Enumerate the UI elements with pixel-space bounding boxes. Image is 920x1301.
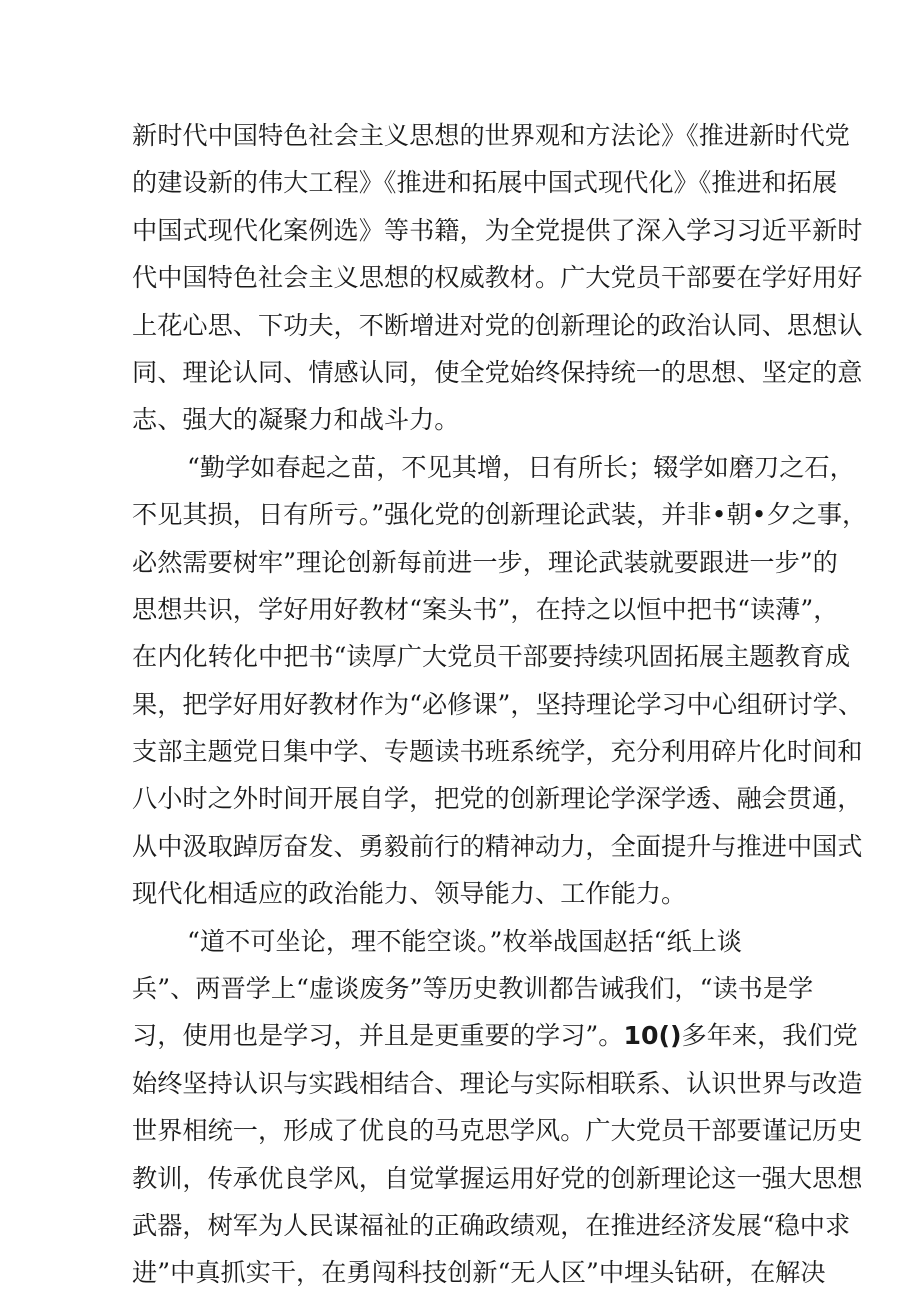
text-line-with-number [132,1012,858,1059]
text-line: 必然需要树牢”理论创新每前进一步，理论武装就要跟进一步”的 [132,547,838,577]
text-line: 从中汲取踔厉奋发、勇毅前行的精神动力，全面提升与推进中国式 [132,831,863,861]
text-line: 武器，树军为人民谋福祉的正确政绩观，在推进经济发展“稳中求 [132,1210,851,1240]
text-line: 代中国特色社会主义思想的权威教材。广大党员干部要在学好用好 [132,263,863,293]
text-line: 上花心思、下功夫，不断增进对党的创新理论的政治认同、思想认 [132,310,863,340]
text-line: 的建设新的伟大工程》《推进和拓展中国式现代化》《推进和拓展 [132,168,838,198]
line-text: 习，使用也是学习，并且是更重要的学习”。 [132,1021,624,1051]
text-line: 同、理论认同、情感认同，使全党始终保持统一的思想、坚定的意 [132,357,863,387]
text-line: 兵”、两晋学上“虚谈废务”等历史教训都告诫我们，“读书是学 [132,974,814,1004]
bold-number: 10() [623,1021,682,1051]
text-line: 世界相统一，形成了优良的马克思学风。广大党员干部要谨记历史 [132,1116,863,1146]
text-line: 支部主题党日集中学、专题读书班系统学，充分利用碎片化时间和 [132,737,863,767]
line-text-continued: 多年来，我们党 [681,1021,858,1051]
document-body [132,112,868,1297]
text-line: 现代化相适应的政治能力、领导能力、工作能力。 [132,879,687,909]
text-line: 果，把学好用好教材作为“必修课”，坚持理论学习中心组研讨学、 [132,689,864,719]
text-line: 思想共识，学好用好教材“案头书”，在持之以恒中把书“读薄”， [132,594,839,624]
text-line: 在内化转化中把书“读厚广大党员干部要持续巩固拓展主题教育成 [132,642,851,672]
paragraph-first-line: “道不可坐论，理不能空谈。”枚举战国赵括“纸上谈 [187,926,742,956]
paragraph-first-line: “勤学如春起之苗，不见其增，日有所长；辍学如磨刀之石， [187,452,855,482]
text-line: 不见其损，日有所亏。”强化党的创新理论武装，并非•朝•夕之事， [132,500,868,530]
text-line: 教训，传承优良学风，自觉掌握运用好党的创新理论这一强大思想 [132,1163,863,1193]
text-line: 新时代中国特色社会主义思想的世界观和方法论》《推进新时代党 [132,121,850,150]
text-line: 进”中真抓实干，在勇闯科技创新“无人区”中埋头钻研，在解决 [132,1258,826,1288]
text-line: 八小时之外时间开展自学，把党的创新理论学深学透、融会贯通， [132,784,863,814]
text-line: 志、强大的凝聚力和战斗力。 [132,405,460,435]
text-line: 始终坚持认识与实践相结合、理论与实际相联系、认识世界与改造 [132,1068,863,1098]
text-line: 中国式现代化案例选》等书籍，为全党提供了深入学习习近平新时 [132,215,863,245]
